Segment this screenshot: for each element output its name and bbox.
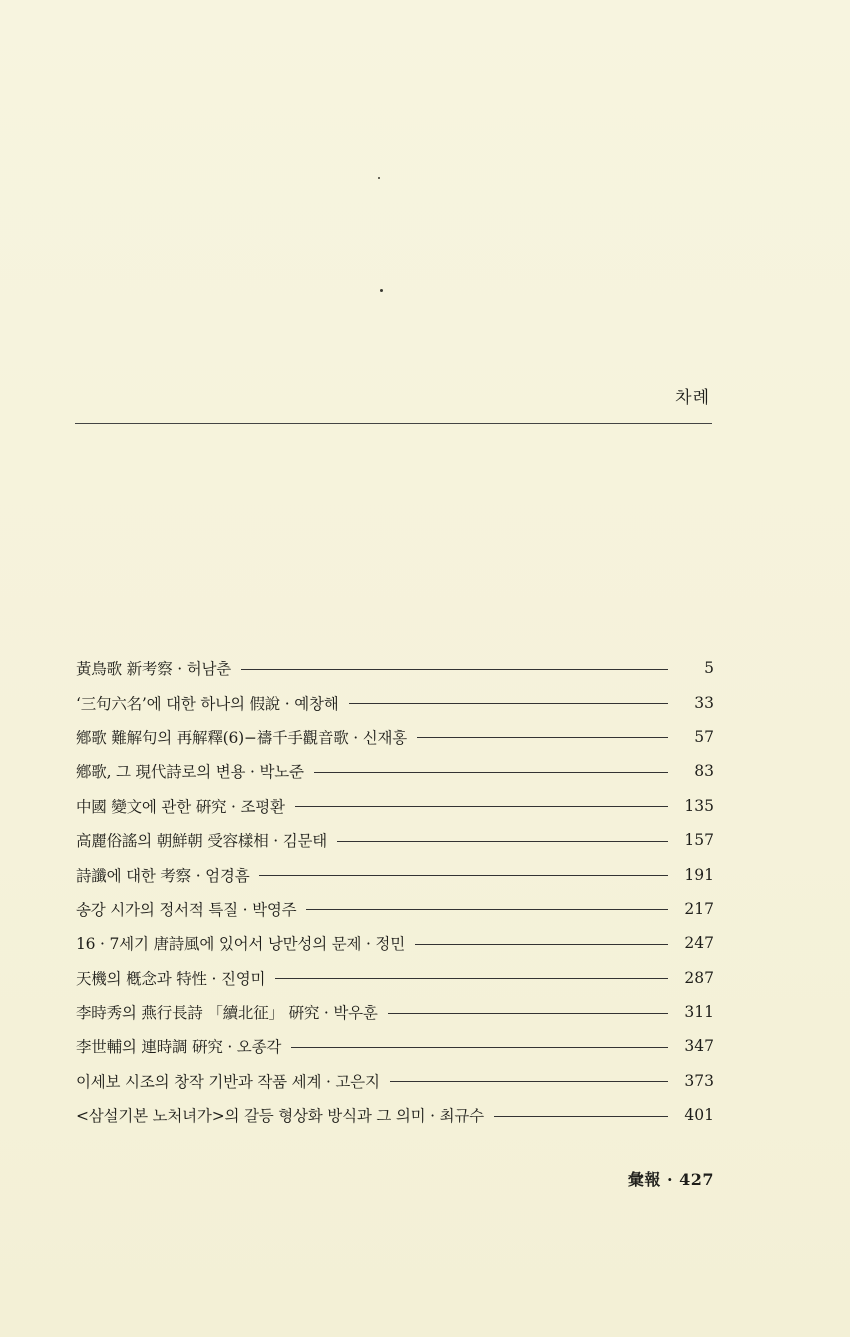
toc-entry-title: 송강 시가의 정서적 특질 · 박영주 — [76, 900, 297, 919]
toc-entry — [76, 995, 714, 1029]
toc-leader-line — [295, 806, 668, 807]
toc-entry-title: ‘三句六名’에 대한 하나의 假說 · 예창해 — [76, 694, 339, 713]
toc-entry — [76, 1064, 714, 1098]
toc-entry-page-number: 57 — [694, 727, 714, 746]
toc-leader-line — [390, 1081, 668, 1082]
toc-entry-title: 李世輔의 連時調 硏究 · 오종각 — [76, 1038, 282, 1057]
table-of-contents — [76, 651, 714, 1132]
toc-entry-page-number: 311 — [684, 1003, 714, 1022]
toc-entry-title: 高麗俗謠의 朝鮮朝 受容樣相 · 김문태 — [76, 832, 328, 851]
toc-entry-page-number: 191 — [684, 865, 714, 884]
toc-entry — [76, 926, 714, 960]
toc-entry-title: 鄕歌, 그 現代詩로의 변용 · 박노준 — [76, 763, 304, 782]
toc-leader-line — [388, 1013, 668, 1014]
toc-entry-title: 詩讖에 대한 考察 · 엄경흠 — [76, 866, 250, 885]
toc-entry — [76, 892, 714, 926]
toc-leader-line — [349, 703, 668, 704]
toc-entry-page-number: 373 — [684, 1071, 714, 1090]
toc-entry-page-number: 135 — [684, 796, 714, 815]
speck — [378, 177, 380, 179]
toc-entry-title: 李時秀의 燕行長詩 「續北征」 硏究 · 박우훈 — [76, 1004, 378, 1023]
toc-leader-line — [417, 737, 668, 738]
toc-entry-page-number: 83 — [694, 762, 714, 781]
toc-entry-title: 天機의 槪念과 特性 · 진영미 — [76, 969, 266, 988]
toc-entry-page-number: 5 — [704, 659, 714, 678]
toc-entry-page-number: 33 — [694, 693, 714, 712]
toc-entry-page-number: 347 — [684, 1037, 714, 1056]
toc-entry-page-number: 217 — [684, 899, 714, 918]
toc-entry-title: 이세보 시조의 창작 기반과 작품 세계 · 고은지 — [76, 1072, 380, 1091]
toc-leader-line — [291, 1047, 668, 1048]
toc-entry — [76, 651, 714, 685]
toc-leader-line — [241, 669, 668, 670]
title-rule — [75, 423, 712, 424]
toc-leader-line — [306, 909, 668, 910]
toc-entry-title: <삼설기본 노처녀가>의 갈등 형상화 방식과 그 의미 · 최규수 — [76, 1107, 484, 1126]
section-title: 차례 — [675, 388, 710, 408]
toc-entry — [76, 961, 714, 995]
toc-entry — [76, 823, 714, 857]
toc-leader-line — [337, 841, 668, 842]
toc-entry-page-number: 157 — [684, 831, 714, 850]
toc-entry — [76, 857, 714, 891]
toc-entry-title: 黃鳥歌 新考察 · 허남춘 — [76, 660, 232, 679]
toc-entry-page-number: 247 — [684, 934, 714, 953]
toc-entry-title: 16 · 7세기 唐詩風에 있어서 낭만성의 문제 · 정민 — [76, 935, 405, 954]
toc-leader-line — [275, 978, 668, 979]
toc-entry — [76, 685, 714, 719]
toc-entry-page-number: 401 — [684, 1106, 714, 1125]
toc-entry-page-number: 287 — [684, 968, 714, 987]
speck — [380, 289, 383, 292]
toc-entry — [76, 789, 714, 823]
toc-entry — [76, 1029, 714, 1063]
toc-leader-line — [415, 944, 668, 945]
toc-entry-title: 中國 變文에 관한 硏究 · 조평환 — [76, 797, 285, 816]
toc-leader-line — [314, 772, 668, 773]
toc-leader-line — [259, 875, 668, 876]
running-footer: 彙報 · 427 — [627, 1170, 714, 1189]
toc-entry — [76, 720, 714, 754]
toc-entry — [76, 1098, 714, 1132]
toc-leader-line — [494, 1116, 668, 1117]
toc-entry-title: 鄕歌 難解句의 再解釋(6)−禱千手觀音歌 · 신재홍 — [76, 728, 408, 747]
toc-entry — [76, 754, 714, 788]
